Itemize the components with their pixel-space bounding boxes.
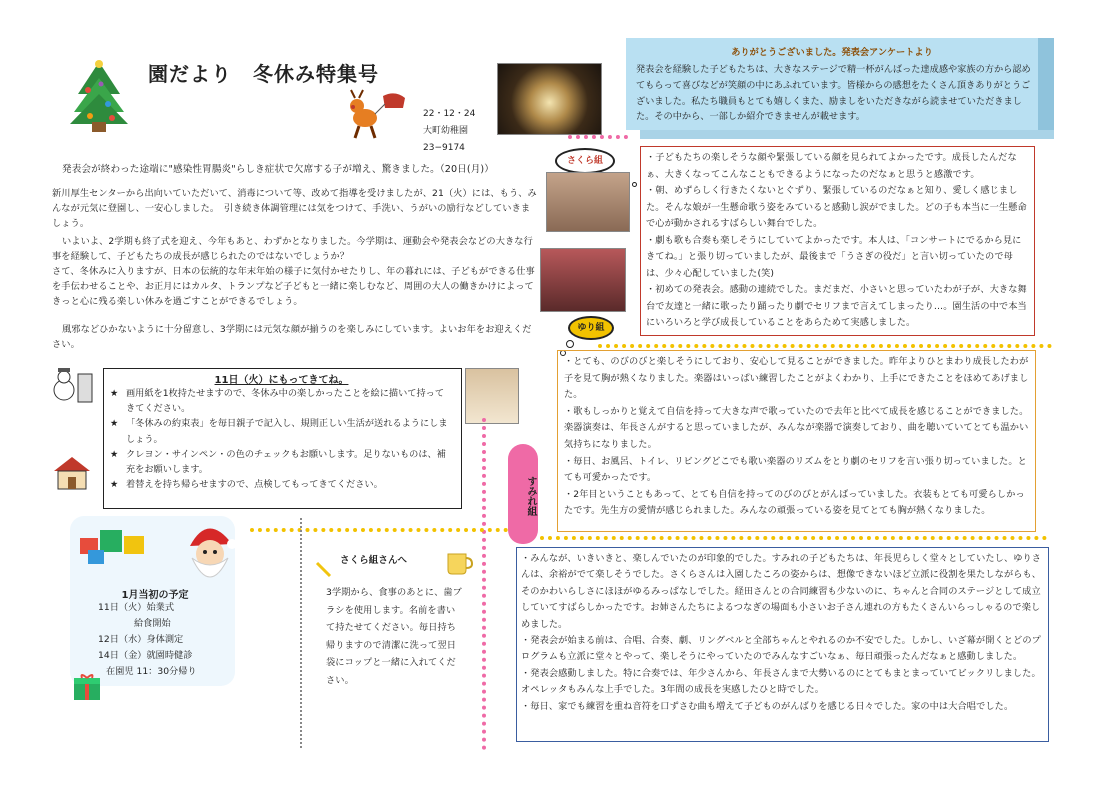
school-phone: 23−9174 [423, 143, 465, 153]
sakura-note-body: 3学期から、食事のあとに、歯ブラシを使用します。名前を書いて持たせてください。毎日持ち帰りますので清潔に洗って翌日袋にコップと一緒に入れてください。 [326, 587, 462, 686]
comment: ・発表会が始まる前は、合唱、合奏、劇、リングベルと全部ちゃんとやれるのか不安でした。しかし、いざ幕が開くとどのプログラムも立派に堂々とやって、楽しそうにやっていたのでみんなすごいなぁ、毎日頑張ったんだなぁと感動しました。 [521, 635, 1041, 663]
gift-bag-icon [76, 524, 156, 572]
comment: ・毎日、家でも練習を重ね音符を口ずさむ曲も増えて子どものがんばりを感じる日々でした。家の中は大合唱でした。 [521, 700, 1014, 712]
yuri-comments [564, 354, 1031, 520]
cup-icon [444, 548, 474, 576]
schedule-list [98, 600, 197, 680]
sakura-photo-2 [540, 248, 626, 312]
divider [568, 135, 628, 139]
children-photo [465, 368, 519, 424]
schedule-item: 14日（金）就園時健診 [98, 650, 193, 661]
intro-paragraph-1: 新川厚生センターから出向いていただいて、消毒について等、改めて指導を受けましたが、21（火）には、もう、みんなが元気に登園し、一安心しました。 引き続き体調管理には気をつけて、手洗い、うがいの励行などしていきましょう。 [52, 188, 537, 230]
stage-photo [497, 63, 602, 135]
bring-item: ★ 画用紙を1枚持たせますので、冬休み中の楽しかったことを絵に描いて持ってきてください。 [110, 388, 445, 415]
bring-heading: 11日（火）にもってきてね。 [214, 375, 349, 386]
schedule-item: 給食開始 [134, 618, 171, 629]
survey-heading: ありがとうございました。発表会アンケートより [731, 47, 933, 58]
christmas-tree-icon [68, 60, 130, 132]
sakura-comments [646, 150, 1030, 332]
intro-lead: 発表会が終わった途端に"感染性胃腸炎"らしき症状で欠席する子が増え、驚きました。（20日(月)） [62, 164, 494, 175]
school-name: 大町幼稚園 [423, 126, 469, 136]
divider [250, 528, 508, 532]
page-title: 園だより 冬休み特集号 [148, 62, 379, 86]
bring-item: ★ クレヨン・サインペン・の色のチェックもお願いします。足りないものは、補充をお願いします。 [110, 448, 446, 476]
sakura-photo-1 [546, 172, 630, 232]
intro-paragraph-3: さて、冬休みに入りますが、日本の伝統的な年末年始の様子に気付かせたりし、年の暮れには、子どもができる仕事を手伝わせることや、お正月にはカルタ、トランプなど子どもと一緒に楽しむなど、周囲の大人の働きかけによってきっと心に残る楽しい休みを過ごすことができるでしょう。 [52, 266, 535, 308]
house-icon [52, 455, 92, 491]
comment: ・とても、のびのびと楽しそうにしており、安心して見ることができました。昨年よりひとまわり成長したわが子を見て胸が熱くなりました。楽器はいっぱい練習したことがよくわかり、上手にできたことをほめてあげました。 [564, 356, 1029, 401]
santa-icon [180, 516, 242, 588]
comment: ・劇も歌も合奏も楽しそうにしていてよかったです。本人は、「コンサートにでるから見にきてね。」と張り切っていましたが、最後まで「うさぎの役だ」と言い切っていたので母は、少々心配していました(笑) [646, 234, 1022, 279]
comment: ・発表会感動しました。特に合奏では、年少さんから、年長さんまで大勢いるのにとてもまとまっていてビックリしました。オペレッタもみんな上手でした。3年間の成長を実感したひと時でした。 [521, 667, 1041, 696]
comment: ・毎日、お風呂、トイレ、リビングどこでも歌い楽器のリズムをとり劇のセリフを言い張り切っていました。とても可愛かったです。 [564, 455, 1027, 484]
comment: ・朝、めずらしく行きたくないとぐずり、緊張しているのだなぁと知り、愛しく感じました。そんな娘が一生懸命歌う姿をみていると感動し涙がでました。どの子も本当に一生懸命で心が動かされるすばらしい舞台でした。 [646, 185, 1027, 229]
schedule-item: 在園児 11：30分帰り [106, 666, 197, 677]
class-label-yuri: ゆり組 [568, 316, 614, 340]
banner-shadow [1038, 38, 1054, 130]
comment: ・子どもたちの楽しそうな顔や緊張している顔を見られてよかったです。成長したんだなぁ、大きくなってこんなこともできるようになったのだなぁと思うと感激です。 [646, 152, 1017, 180]
class-label-sumire-text: すみれ組 [525, 476, 536, 516]
class-label-sakura: さくら組 [555, 148, 615, 174]
divider [482, 418, 486, 750]
schedule-item: 11日（火）始業式 [98, 602, 175, 613]
comment: ・2年目ということもあって、とても自信を持ってのびのびとがんばっていました。衣装もとても可愛らしかったです。先生方の愛情が感じられました。みんなの頑張っている姿を見てとても胸が熱くなりました。 [564, 488, 1025, 517]
bring-item: ★ 「冬休みの約束表」を毎日親子で記入し、規則正しい生活が送れるようにしましょう。 [110, 418, 448, 445]
issue-info [423, 106, 475, 157]
thought-bubble [632, 182, 637, 187]
comment: ・みんなが、いきいきと、楽しんでいたのが印象的でした。すみれの子どもたちは、年長児らしく堂々としていたし、ゆりさんは、余裕がでて楽しそうでした。さくらさんは入園したころの姿からは、想像できないほど立派に役割を果たしながらも、そのかわいらしさにほほがゆるみっぱなしでした。経田さんとの合同練習も少ないのに、ちゃんと合同のステージとして成立していてすばらしかったです。お姉さんたちによるつなぎの場面も小さいお子さん連れの方もたくさんいらっしゃるので楽しめました。 [521, 553, 1042, 630]
divider [300, 518, 302, 748]
bring-list [110, 386, 452, 492]
reindeer-sleigh-icon [345, 86, 407, 142]
banner-shadow-bottom [640, 130, 1054, 139]
issue-date: 22・12・24 [423, 109, 476, 119]
divider [540, 536, 1047, 540]
snowman-icon [50, 368, 94, 404]
schedule-item: 12日（水）身体測定 [98, 634, 184, 645]
present-icon [72, 672, 102, 702]
comment: ・歌もしっかりと覚えて自信を持って大きな声で歌っていたので去年と比べて成長を感じることができました。楽器演奏は、年長さんがすると思っていましたが、みんなが楽器で演奏しており、曲を聴いていてとても温かい気持ちになりました。 [564, 405, 1029, 450]
comment: ・初めての発表会。感動の連続でした。まだまだ、小さいと思っていたわが子が、大きな舞台で友達と一緒に歌ったり踊ったり劇でセリフまで言えてしまったり…。園生活の中で本当にいろいろと学び成長していることをあらためて実感しました。 [646, 284, 1027, 328]
bring-item: ★ 着替えを持ち帰らせますので、点検してもってきてください。 [110, 479, 383, 491]
divider [598, 344, 1052, 348]
sumire-comments [521, 551, 1043, 715]
survey-body: 発表会を経験した子どもたちは、大きなステージで精一杯がんばった達成感や家族の方から認めてもらって喜びなどが笑顔の中にあふれています。皆様からの感想をたくさん頂きありがとうございました。私たち職員もとても嬉しくまた、励ましをいただきながら読ませていただきました。その中から、一部しか紹介できませんが載せます。 [636, 64, 1031, 123]
sakura-note-heading: さくら組さんへ [340, 555, 407, 566]
thought-bubble [566, 340, 574, 348]
toothbrush-icon [314, 560, 334, 580]
intro-paragraph-2: いよいよ、2学期も終了式を迎え、今年もあと、わずかとなりました。今学期は、運動会や発表会などの大きな行事を経験して、子どもたちの成長が感じられたのではないでしょうか？ [52, 236, 533, 263]
intro-paragraph-4: 風邪などひかないように十分留意し、3学期には元気な顔が揃うのを楽しみにしています。よいお年をお迎えください。 [52, 324, 532, 351]
schedule-heading: 1月当初の予定 [121, 590, 189, 601]
